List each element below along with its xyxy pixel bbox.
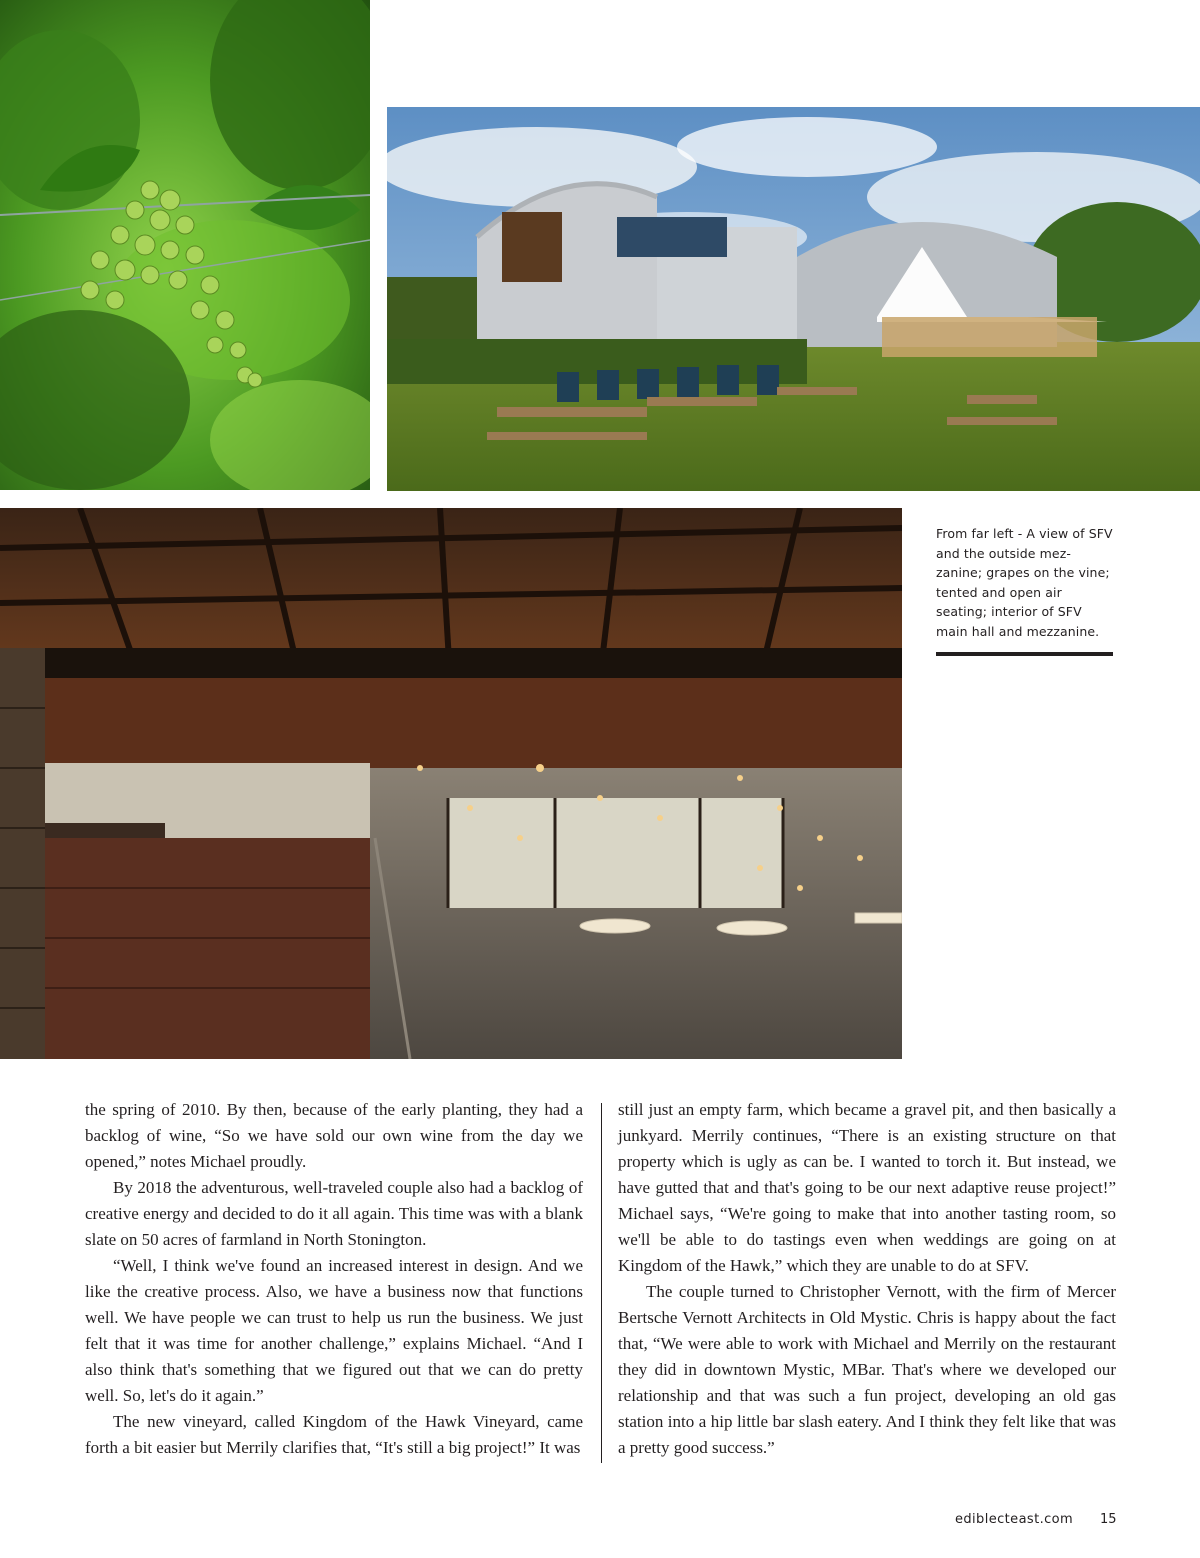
- paragraph: the spring of 2010. By then, because of the early planting, they had a backlog of wine, “So we have sold our own wine from the day we opened,” notes Michael proudly.: [85, 1100, 583, 1171]
- grapes-photo: [0, 0, 370, 490]
- interior-photo: [0, 508, 902, 1059]
- photo-caption: From far left - A view of SFV and the outside mez-zanine; grapes on the vine; tented and open air seating; interior of SFV main hall and mezzanine.: [936, 526, 1113, 639]
- article-column-right: [618, 1097, 1116, 1461]
- paragraph: By 2018 the adventurous, well-traveled couple also had a backlog of creative energy and decided to do it all again. This time was with a blank slate on 50 acres of farmland in North Stonington.: [85, 1178, 583, 1249]
- article-column-left: [85, 1097, 583, 1461]
- column-divider: [601, 1103, 602, 1463]
- building-photo: [387, 107, 1200, 491]
- footer-site-url: ediblecteast.com: [955, 1512, 1074, 1527]
- page-number: 15: [1100, 1512, 1117, 1527]
- paragraph: The new vineyard, called Kingdom of the Hawk Vineyard, came forth a bit easier but Merrily clarifies that, “It's still a big project!” It was: [85, 1412, 583, 1457]
- paragraph: still just an empty farm, which became a gravel pit, and then basically a junkyard. Merrily continues, “There is an existing structure on that property which is ugly as can be. I wanted to torch it. But instead, we have gutted that and that's going to be our next adaptive reuse project!” Michael says, “We're going to make that into another tasting room, so we'll be able to do tastings even when weddings are going on at Kingdom of the Hawk,” which they are unable to do at SFV.: [618, 1100, 1116, 1275]
- paragraph: “Well, I think we've found an increased interest in design. And we like the creative process. Also, we have a business now that functions well. We have people we can trust to help us run the business. We just felt that it was time for another challenge,” explains Michael. “And I also think that's something that we figured out that we can do pretty well. So, let's do it again.”: [85, 1256, 583, 1405]
- paragraph: The couple turned to Christopher Vernott, with the firm of Mercer Bertsche Vernott Architects in Old Mystic. Chris is happy about the fact that, “We were able to work with Michael and Merrily on the restaurant they did in downtown Mystic, MBar. That's where we developed our relationship and that was such a fun project, developing an old gas station into a hip little bar slash eatery. And I think they felt like that was a pretty good success.”: [618, 1282, 1116, 1457]
- caption-rule: [936, 652, 1113, 656]
